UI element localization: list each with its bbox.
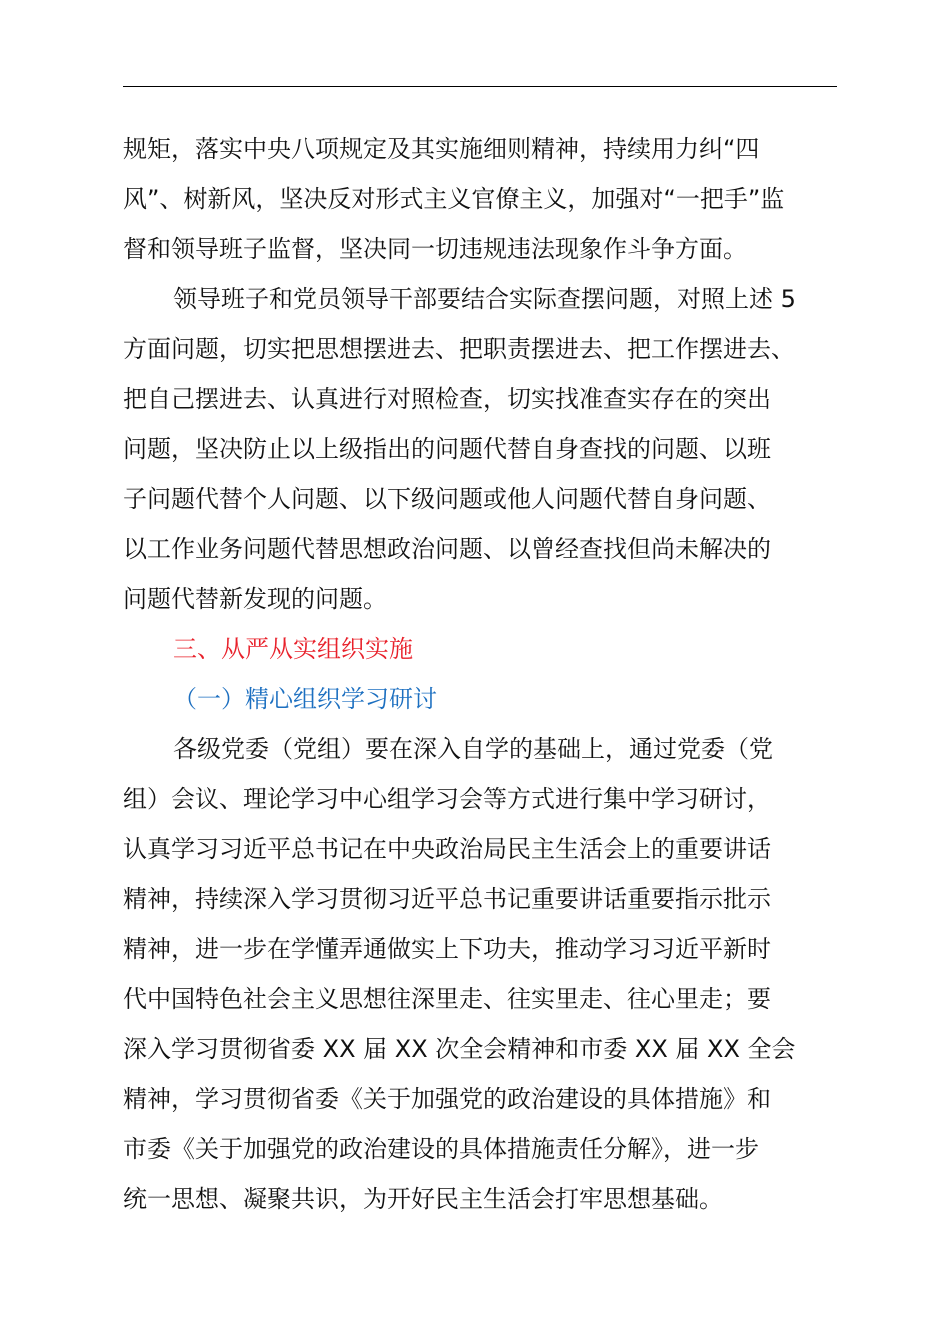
text-line: 各级党委（党组）要在深入自学的基础上，通过党委（党: [173, 735, 773, 763]
text-line: 规矩，落实中央八项规定及其实施细则精神，持续用力纠“四: [123, 135, 760, 163]
text-line: 组）会议、理论学习中心组学习会等方式进行集中学习研讨，: [123, 785, 771, 813]
text-line: 深入学习贯彻省委 XX 届 XX 次全会精神和市委 XX 届 XX 全会: [123, 1035, 796, 1063]
text-line: 方面问题，切实把思想摆进去、把职责摆进去、把工作摆进去、: [123, 335, 795, 363]
text-line: 督和领导班子监督，坚决同一切违规违法现象作斗争方面。: [123, 235, 747, 263]
text-line: 精神，学习贯彻省委《关于加强党的政治建设的具体措施》和: [123, 1085, 771, 1113]
text-line: 把自己摆进去、认真进行对照检查，切实找准查实存在的突出: [123, 385, 771, 413]
paragraph-continuation: [123, 124, 843, 274]
text-line: 问题，坚决防止以上级指出的问题代替自身查找的问题、以班: [123, 435, 771, 463]
text-line: 代中国特色社会主义思想往深里走、往实里走、往心里走；要: [123, 985, 771, 1013]
text-line: 以工作业务问题代替思想政治问题、以曾经查找但尚未解决的: [123, 535, 771, 563]
document-body: [123, 124, 843, 1224]
paragraph-check-problems: [123, 274, 843, 624]
subsection-heading: （一）精心组织学习研讨: [173, 685, 437, 713]
text-line: 领导班子和党员领导干部要结合实际查摆问题，对照上述 5: [173, 285, 796, 313]
text-line: 认真学习习近平总书记在中央政治局民主生活会上的重要讲话: [123, 835, 771, 863]
section-heading: 三、从严从实组织实施: [173, 635, 413, 663]
text-line: 风”、树新风，坚决反对形式主义官僚主义，加强对“一把手”监: [123, 185, 785, 213]
text-line: 精神，持续深入学习贯彻习近平总书记重要讲话重要指示批示: [123, 885, 771, 913]
header-rule: [123, 86, 837, 87]
text-line: 精神，进一步在学懂弄通做实上下功夫，推动学习习近平新时: [123, 935, 771, 963]
text-line: 市委《关于加强党的政治建设的具体措施责任分解》，进一步: [123, 1135, 759, 1163]
text-line: 统一思想、凝聚共识，为开好民主生活会打牢思想基础。: [123, 1185, 723, 1213]
paragraph-study-discussion: [123, 724, 843, 1224]
text-line: 问题代替新发现的问题。: [123, 585, 387, 613]
text-line: 子问题代替个人问题、以下级问题或他人问题代替自身问题、: [123, 485, 771, 513]
